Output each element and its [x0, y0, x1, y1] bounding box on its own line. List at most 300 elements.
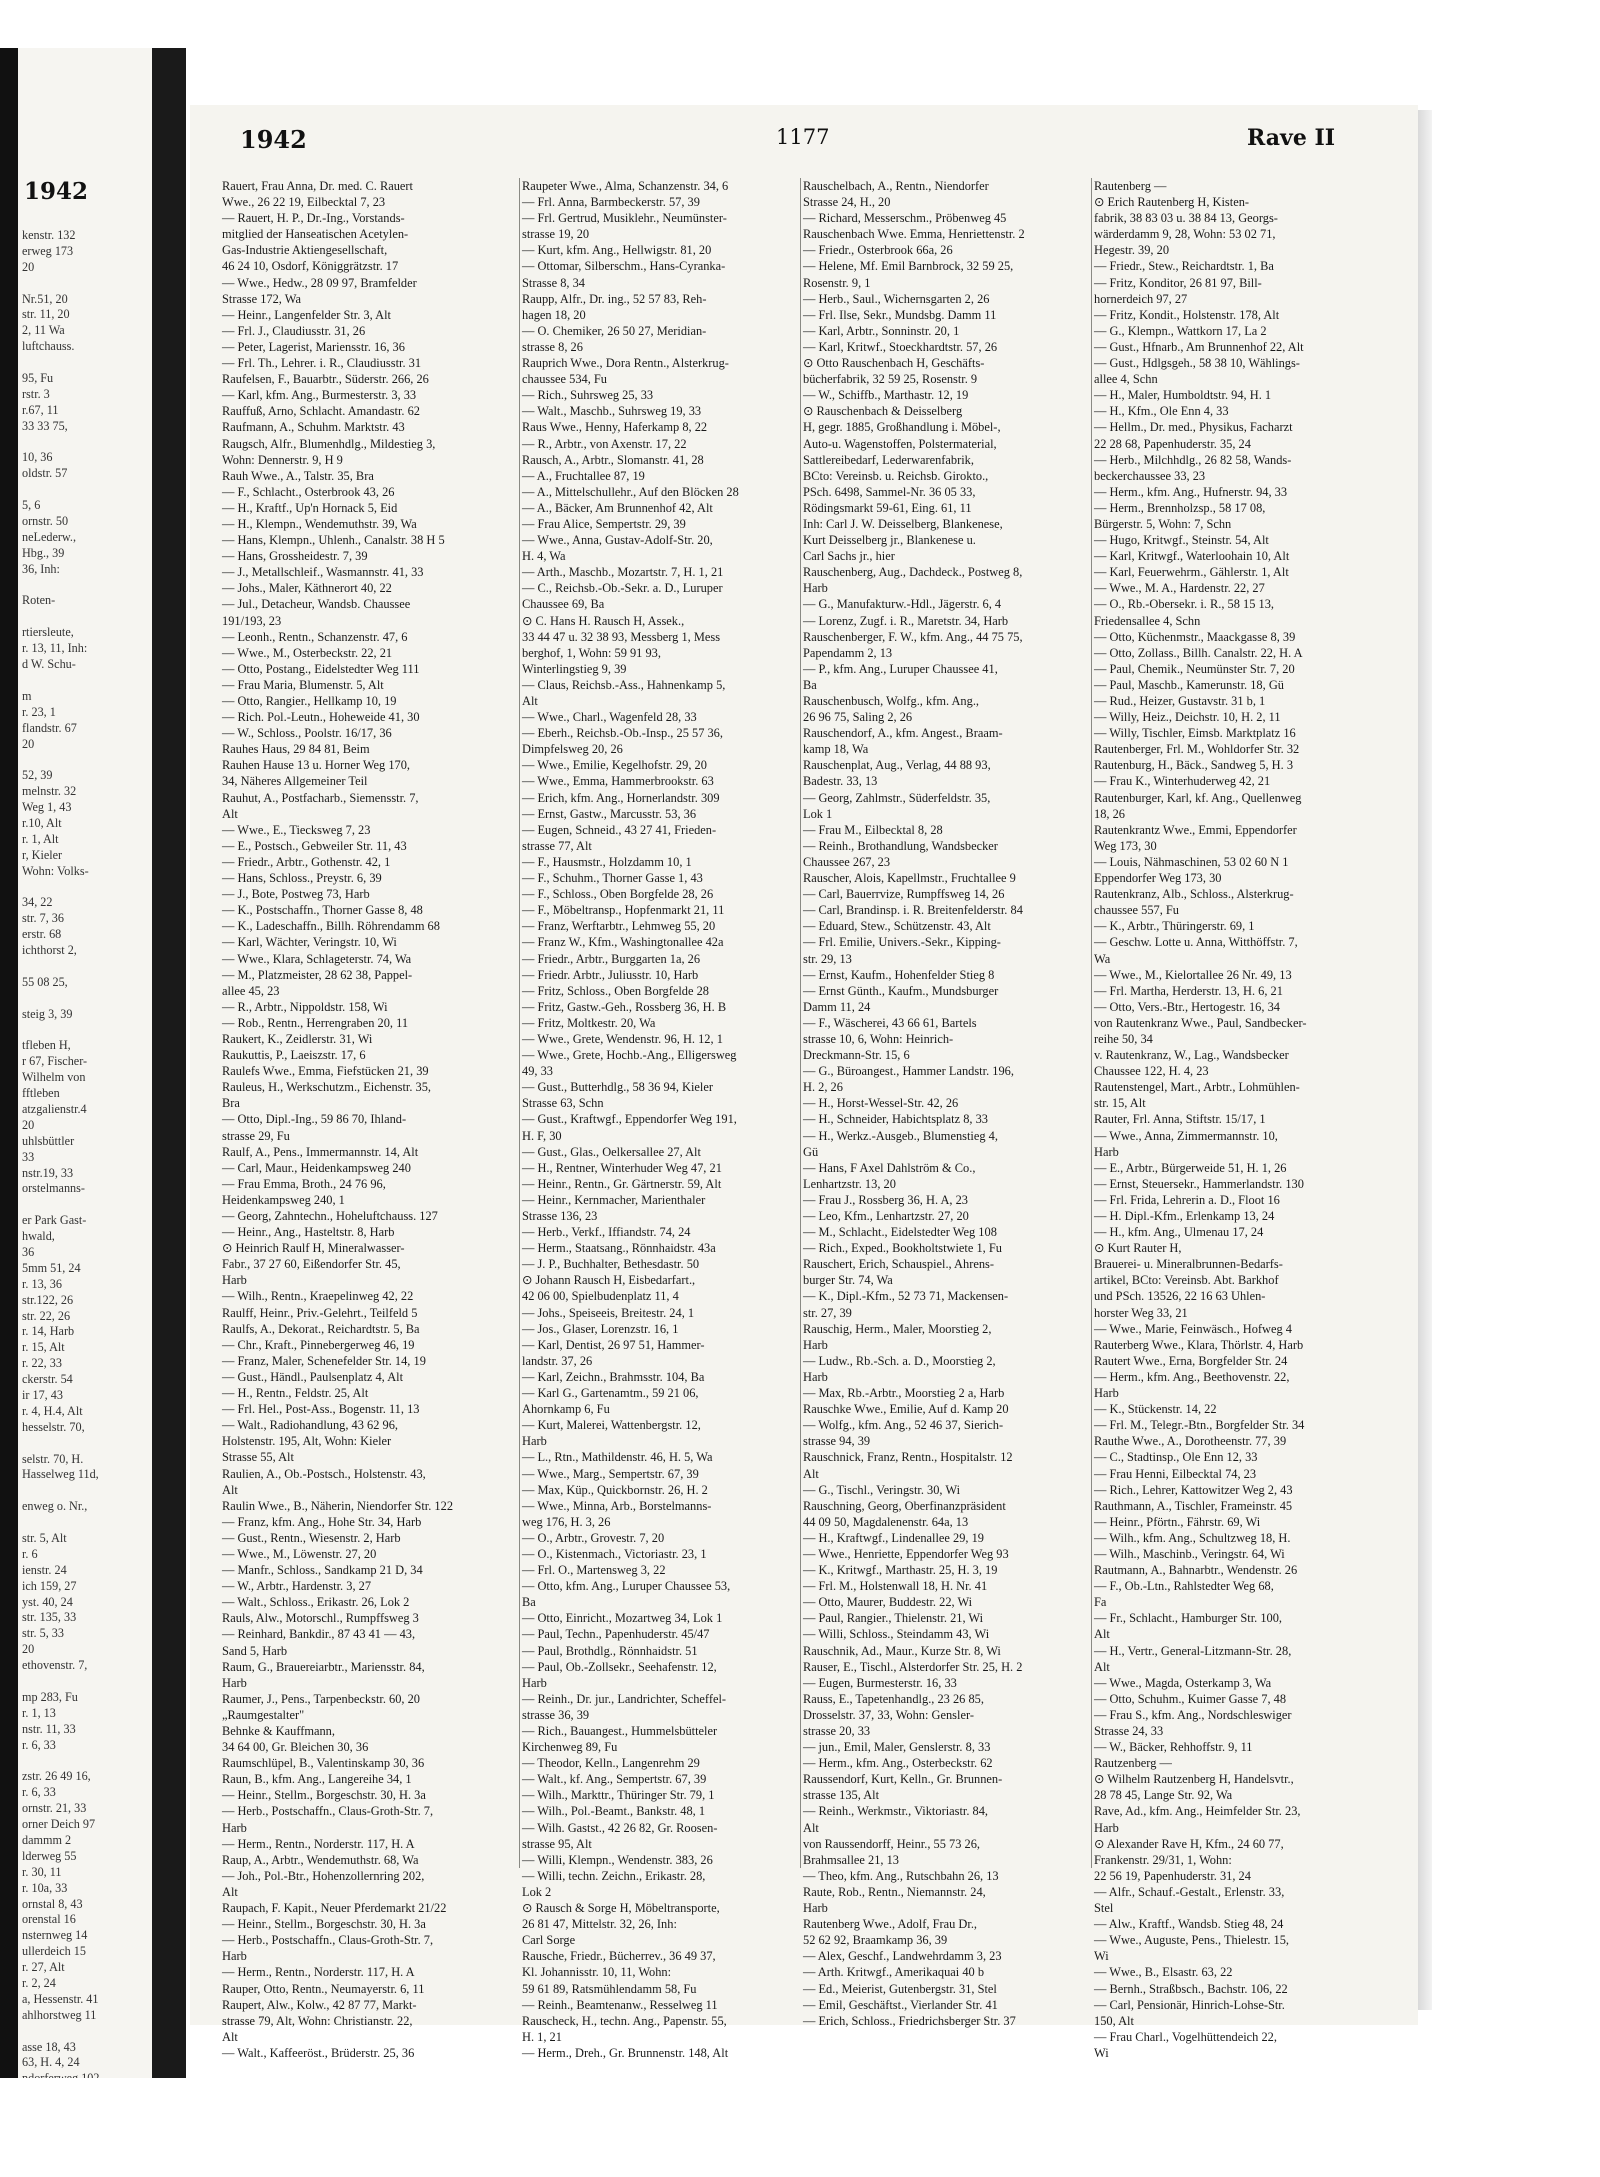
previous-page-line: ahlhorstweg 11: [22, 2007, 97, 2022]
directory-entry-line: — Chr., Kraft., Pinnebergerweg 46, 19: [222, 1337, 415, 1352]
directory-entry-line: — Leonh., Rentn., Schanzenstr. 47, 6: [222, 629, 408, 644]
directory-entry-line: — Heinr., Stellm., Borgeschstr. 30, H. 3a: [222, 1917, 426, 1932]
previous-page-line: steig 3, 39: [22, 1006, 73, 1021]
previous-page-line: ckerstr. 54: [22, 1372, 73, 1387]
directory-entry-line: Rauhes Haus, 29 84 81, Beim: [222, 742, 370, 757]
directory-entry-line: — Herm., Dreh., Gr. Brunnenstr. 148, Alt: [522, 2045, 729, 2060]
previous-page-line: 2, 11 Wa: [22, 323, 65, 338]
directory-entry-line: — Fritz, Kondit., Holstenstr. 178, Alt: [1094, 307, 1280, 322]
directory-entry-line: Raukuttis, P., Laeiszstr. 17, 6: [222, 1048, 366, 1063]
directory-entry-line: — Gust., Händl., Paulsenplatz 4, Alt: [222, 1369, 404, 1384]
previous-page-line: orenstal 16: [22, 1912, 76, 1927]
directory-entry-line: — Bernh., Straßbsch., Bachstr. 106, 22: [1094, 1981, 1288, 1996]
directory-entry-line: — Paul, Maschb., Kamerunstr. 18, Gü: [1094, 677, 1284, 692]
directory-entry-line: Rave, Ad., kfm. Ang., Heimfelder Str. 23,: [1094, 1804, 1301, 1819]
directory-entry-line: Brahmsallee 21, 13: [803, 1852, 900, 1867]
previous-page-line: luftchauss.: [22, 339, 75, 354]
directory-entry-line: — Gust., Butterhdlg., 58 36 94, Kieler: [522, 1080, 714, 1095]
directory-entry-line: 52 62 92, Braamkamp 36, 39: [803, 1933, 948, 1948]
directory-entry-line: — Eduard, Stew., Schützenstr. 43, Alt: [803, 919, 991, 934]
directory-entry-line: Holstenstr. 195, Alt, Wohn: Kieler: [222, 1434, 392, 1449]
directory-entry-line: reihe 50, 34: [1094, 1031, 1153, 1046]
directory-entry-line: — Frl. Martha, Herderstr. 13, H. 6, 21: [1094, 983, 1283, 998]
directory-entry-line: Rausch, A., Arbtr., Slomanstr. 41, 28: [522, 452, 704, 467]
previous-page-line: 34, 22: [22, 895, 53, 910]
directory-entry-line: — W., Bäcker, Rehhoffstr. 9, 11: [1094, 1740, 1253, 1755]
directory-entry-line: Lok 1: [803, 806, 833, 821]
directory-entry-line: — F., Schlacht., Osterbrook 43, 26: [222, 484, 395, 499]
directory-entry-line: — J., Bote, Postweg 73, Harb: [222, 887, 370, 902]
directory-entry-line: Alt: [1094, 1659, 1110, 1674]
directory-entry-line: allee 4, Schn: [1094, 372, 1158, 387]
scan-left-border: [0, 48, 18, 2078]
directory-entry-line: Alt: [803, 1466, 819, 1481]
directory-entry-line: — Rich., Bauangest., Hummelsbütteler: [522, 1724, 718, 1738]
directory-entry-line: — Karl G., Gartenamtm., 59 21 06,: [522, 1386, 699, 1401]
directory-entry-line: — Otto, Schuhm., Kuimer Gasse 7, 48: [1094, 1691, 1287, 1706]
directory-entry-line: 59 61 89, Ratsmühlendamm 58, Fu: [522, 1981, 697, 1996]
directory-entry-line: — jun., Emil, Maler, Genslerstr. 8, 33: [803, 1740, 991, 1755]
previous-page-line: r.67, 11: [22, 402, 59, 417]
previous-page-line: [22, 880, 150, 896]
directory-entry-line: Rautenburg, H., Bäck., Sandweg 5, H. 3: [1094, 758, 1294, 773]
directory-entry-line: — M., Schlacht., Eidelstedter Weg 108: [803, 1225, 997, 1240]
directory-entry-line: — Fr., Schlacht., Hamburger Str. 100,: [1094, 1611, 1283, 1626]
directory-entry-line: — Friedr., Stew., Reichardtstr. 1, Ba: [1094, 259, 1274, 274]
directory-entry-line: 34 64 00, Gr. Bleichen 30, 36: [222, 1740, 369, 1755]
directory-entry-line: — Reinh., Brothandlung, Wandsbecker: [803, 838, 998, 853]
directory-entry-line: — Wwe., B., Elsastr. 63, 22: [1094, 1965, 1233, 1980]
directory-entry-line: Raus Wwe., Henny, Haferkamp 8, 22: [522, 420, 708, 435]
directory-entry-line: — Frau Alice, Sempertstr. 29, 39: [522, 516, 686, 531]
previous-page-line: [22, 991, 150, 1007]
directory-entry-line: — Heinr., Langenfelder Str. 3, Alt: [222, 307, 391, 322]
directory-entry-line: fabrik, 38 83 03 u. 38 84 13, Georgs-: [1094, 211, 1278, 226]
directory-entry-line: — Otto, Zollass., Billh. Canalstr. 22, H. A: [1094, 645, 1303, 660]
directory-entry-line: — Carl, Brandinsp. i. R. Breitenfelderstr. 84: [803, 903, 1023, 918]
directory-entry-line: — Ernst Günth., Kaufm., Mundsburger: [803, 983, 999, 998]
directory-entry-line: strasse 19, 20: [522, 227, 590, 242]
directory-entry-line: — Joh., Pol.-Btr., Hohenzollernring 202,: [222, 1868, 425, 1883]
directory-entry-line: Rautmann, A., Bahnarbtr., Wendenstr. 26: [1094, 1563, 1298, 1578]
directory-entry-line: — Otto, Dipl.-Ing., 59 86 70, Ihland-: [222, 1112, 407, 1127]
directory-entry-line: — H., Klempn., Wendemuthstr. 39, Wa: [222, 516, 417, 531]
previous-page-edge: [0, 48, 152, 2078]
directory-entry-line: 22 56 19, Papenhuderstr. 31, 24: [1094, 1868, 1251, 1883]
directory-entry-line: str. 27, 39: [803, 1305, 852, 1320]
directory-entry-line: — Paul, Rangier., Thielenstr. 21, Wi: [803, 1611, 984, 1626]
directory-entry-line: — Carl, Bauerrvize, Rumpffsweg 14, 26: [803, 887, 1005, 902]
directory-entry-line: Rautert Wwe., Erna, Borgfelder Str. 24: [1094, 1353, 1288, 1368]
previous-page-line: str. 11, 20: [22, 307, 70, 322]
directory-entry-line: Lenhartzstr. 13, 20: [803, 1176, 896, 1191]
directory-entry-line: — Wwe., M., Löwenstr. 27, 20: [222, 1546, 377, 1561]
previous-page-line: m: [22, 688, 32, 703]
previous-page-line: [22, 959, 150, 975]
directory-entry-line: strasse 94, 39: [803, 1434, 871, 1449]
directory-entry-line: Kirchenweg 89, Fu: [522, 1740, 618, 1755]
directory-entry-line: — Wilh., Pol.-Beamt., Bankstr. 48, 1: [522, 1804, 706, 1819]
directory-entry-line: Rauterberg Wwe., Klara, Thörlstr. 4, Harb: [1094, 1337, 1304, 1352]
directory-entry-line: — Reinh., Dr. jur., Landrichter, Scheffel-: [522, 1691, 727, 1706]
directory-entry-line: — Paul, Chemik., Neumünster Str. 7, 20: [1094, 661, 1295, 676]
directory-entry-line: — Geschw. Lotte u. Anna, Witthöffstr. 7,: [1094, 935, 1298, 950]
directory-entry-line: Gü: [803, 1144, 819, 1159]
page-gutter: [152, 48, 186, 2078]
directory-entry-line: — Wolfg., kfm. Ang., 52 46 37, Sierich-: [803, 1418, 1004, 1433]
previous-page-line: lderweg 55: [22, 1848, 77, 1863]
directory-entry-line: ⊙ Kurt Rauter H,: [1094, 1241, 1182, 1256]
directory-entry-line: — Friedr., Arbtr., Gothenstr. 42, 1: [222, 854, 391, 869]
previous-page-line: r. 1, Alt: [22, 831, 59, 846]
previous-page-line: neLederw.,: [22, 529, 77, 544]
directory-entry-line: Harb: [803, 1369, 828, 1384]
directory-entry-line: — Wwe., Charl., Wagenfeld 28, 33: [522, 710, 697, 725]
page-number: 1177: [776, 125, 830, 149]
directory-entry-line: — Frau Charl., Vogelhüttendeich 22,: [1094, 2029, 1277, 2044]
previous-page-line: r. 27, Alt: [22, 1960, 65, 1975]
directory-entry-line: kamp 18, Wa: [803, 742, 869, 757]
directory-entry-line: Damm 11, 24: [803, 999, 871, 1014]
previous-page-line: 95, Fu: [22, 371, 54, 386]
directory-entry-line: — Wwe., M., Osterbeckstr. 22, 21: [222, 645, 393, 660]
directory-entry-line: Ba: [522, 1595, 536, 1610]
scan-bottom-border: [0, 2078, 1600, 2177]
directory-entry-line: Auto-u. Wagenstoffen, Polstermaterial,: [803, 436, 997, 451]
directory-entry-line: — G., Büroangest., Hammer Landstr. 196,: [803, 1064, 1014, 1079]
directory-entry-line: strasse 8, 26: [522, 339, 583, 354]
directory-entry-line: Rauhen Hause 13 u. Horner Weg 170,: [222, 758, 411, 773]
directory-entry-line: Raufmann, A., Schuhm. Marktstr. 43: [222, 420, 405, 435]
directory-entry-line: Raussendorf, Kurt, Kelln., Gr. Brunnen-: [803, 1772, 1003, 1787]
directory-entry-line: — Karl, Arbtr., Sonninstr. 20, 1: [803, 323, 960, 338]
previous-page-line: r. 2, 24: [22, 1975, 56, 1990]
directory-entry-line: v. Rautenkranz, W., Lag., Wandsbecker: [1094, 1048, 1289, 1063]
directory-entry-line: — R., Arbtr., von Axenstr. 17, 22: [522, 436, 687, 451]
directory-entry-line: — Frau M., Eilbecktal 8, 28: [803, 822, 943, 837]
previous-page-line: r.10, Alt: [22, 815, 62, 830]
previous-page-line: 33: [22, 1149, 35, 1164]
directory-entry-line: Rauschig, Herm., Maler, Moorstieg 2,: [803, 1321, 992, 1336]
directory-entry-line: — Wwe., E., Tiecksweg 7, 23: [222, 822, 371, 837]
previous-page-line: selstr. 70, H.: [22, 1451, 84, 1466]
column-rule: [519, 178, 520, 1868]
previous-page-line: asse 18, 43: [22, 2039, 76, 2054]
previous-page-line: uhlsbüttler: [22, 1133, 75, 1148]
directory-entry-line: von Raussendorff, Heinr., 55 73 26,: [803, 1836, 981, 1851]
directory-entry-line: — Wwe., Anna, Gustav-Adolf-Str. 20,: [522, 533, 713, 548]
directory-entry-line: — Wwe., M. A., Hardenstr. 22, 27: [1094, 581, 1265, 596]
previous-page-line: [22, 1197, 150, 1213]
directory-entry-line: Wa: [1094, 951, 1111, 966]
directory-entry-line: Wi: [1094, 1949, 1109, 1964]
directory-entry-line: Harb: [222, 1675, 247, 1690]
previous-page-line: Roten-: [22, 593, 56, 608]
directory-entry-line: — Hans, Klempn., Uhlenh., Canalstr. 38 H 5: [222, 533, 445, 548]
directory-entry-line: — Karl, Kritwf., Stoeckhardtstr. 57, 26: [803, 339, 998, 354]
directory-entry-line: — Max, Küp., Quickbornstr. 26, H. 2: [522, 1482, 708, 1497]
directory-entry-line: — Theodor, Kelln., Langenrehm 29: [522, 1756, 700, 1771]
directory-entry-line: Rauprich Wwe., Dora Rentn., Alsterkrug-: [522, 356, 729, 371]
directory-column-4: [1094, 178, 1391, 2060]
directory-entry-line: — Gust., Hdlgsgeh., 58 38 10, Wählings-: [1094, 356, 1300, 371]
directory-entry-line: — Carl, Maur., Heidenkampsweg 240: [222, 1160, 411, 1175]
directory-entry-line: — Heinr., Stellm., Borgeschstr. 30, H. 3a: [222, 1788, 426, 1803]
directory-entry-line: — Ludw., Rb.-Sch. a. D., Moorstieg 2,: [803, 1353, 996, 1368]
directory-entry-line: Harb: [1094, 1144, 1119, 1159]
directory-entry-line: Raulfs, A., Dekorat., Reichardtstr. 5, Ba: [222, 1321, 420, 1336]
directory-entry-line: — Karl, Wächter, Veringstr. 10, Wi: [222, 935, 397, 950]
previous-page-line: r. 1, 13: [22, 1705, 56, 1720]
directory-entry-line: chaussee 557, Fu: [1094, 903, 1179, 918]
directory-entry-line: — Wwe., Auguste, Pens., Thielestr. 15,: [1094, 1933, 1290, 1948]
directory-entry-line: Harb: [222, 1820, 247, 1835]
directory-entry-line: Harb: [803, 1901, 828, 1916]
previous-page-line: a, Hessenstr. 41: [22, 1991, 99, 2006]
directory-entry-line: — P., kfm. Ang., Luruper Chaussee 41,: [803, 661, 998, 676]
directory-entry-line: — A., Fruchtallee 87, 19: [522, 468, 645, 483]
directory-entry-line: Harb: [803, 581, 828, 596]
previous-page-line: r. 30, 11: [22, 1864, 62, 1879]
directory-entry-line: Rauschert, Erich, Schauspiel., Ahrens-: [803, 1257, 994, 1272]
previous-page-line: r. 23, 1: [22, 704, 56, 719]
directory-entry-line: H. 4, Wa: [522, 549, 566, 564]
directory-entry-line: — Fritz, Moltkestr. 20, Wa: [522, 1015, 656, 1030]
directory-entry-line: Winterlingstieg 9, 39: [522, 661, 627, 676]
directory-entry-line: Raulien, A., Ob.-Postsch., Holstenstr. 43,: [222, 1466, 426, 1481]
directory-entry-line: — M., Platzmeister, 28 62 38, Pappel-: [222, 967, 413, 982]
directory-entry-line: Rauert, Frau Anna, Dr. med. C. Rauert: [222, 179, 413, 193]
directory-entry-line: — G., Manufakturw.-Hdl., Jägerstr. 6, 4: [803, 597, 1002, 612]
directory-entry-line: allee 45, 23: [222, 983, 280, 998]
directory-entry-line: — Hans, F Axel Dahlström & Co.,: [803, 1160, 976, 1175]
directory-entry-line: — Wilh., kfm. Ang., Schultzweg 18, H.: [1094, 1530, 1291, 1545]
directory-entry-line: — H. Dipl.-Kfm., Erlenkamp 13, 24: [1094, 1209, 1275, 1223]
directory-entry-line: — W., Schiffb., Marthastr. 12, 19: [803, 388, 969, 403]
directory-entry-line: Fa: [1094, 1595, 1107, 1610]
directory-entry-line: Rauls, Alw., Motorschl., Rumpffsweg 3: [222, 1611, 419, 1626]
previous-page-line: atzgalienstr.4: [22, 1101, 87, 1116]
directory-entry-line: — Claus, Reichsb.-Ass., Hahnenkamp 5,: [522, 677, 726, 692]
directory-entry-line: Rauschenberger, F. W., kfm. Ang., 44 75 75,: [803, 629, 1023, 644]
directory-entry-line: Rauschke Wwe., Emilie, Auf d. Kamp 20: [803, 1402, 1009, 1417]
previous-page-line: 52, 39: [22, 768, 53, 783]
directory-entry-line: Harb: [222, 1949, 247, 1964]
previous-page-line: ienstr. 24: [22, 1562, 67, 1577]
directory-entry-line: 26 81 47, Mittelstr. 32, 26, Inh:: [522, 1917, 677, 1932]
directory-entry-line: Strasse 24, H., 20: [803, 195, 891, 210]
directory-entry-line: — C., Reichsb.-Ob.-Sekr. a. D., Luruper: [522, 581, 723, 596]
directory-entry-line: — Fritz, Konditor, 26 81 97, Bill-: [1094, 275, 1262, 290]
directory-entry-line: Kl. Johannisstr. 10, 11, Wohn:: [522, 1965, 672, 1980]
directory-entry-line: Lok 2: [522, 1884, 552, 1899]
directory-entry-line: Rautenberger, Frl. M., Wohldorfer Str. 32: [1094, 742, 1300, 757]
directory-entry-line: Fabr., 37 27 60, Eißendorfer Str. 45,: [222, 1257, 401, 1272]
directory-entry-line: Strasse 172, Wa: [222, 291, 301, 306]
directory-entry-line: Strasse 24, 33: [1094, 1724, 1164, 1738]
directory-entry-line: — Wwe., Marg., Sempertstr. 67, 39: [522, 1466, 699, 1481]
directory-entry-line: Rautenburger, Karl, kf. Ang., Quellenweg: [1094, 790, 1302, 805]
directory-column-1: [222, 178, 518, 2060]
directory-entry-line: Harb: [222, 1273, 247, 1288]
directory-entry-line: — K., Dipl.-Kfm., 52 73 71, Mackensen-: [803, 1289, 1009, 1304]
previous-page-line: orner Deich 97: [22, 1817, 96, 1832]
directory-entry-line: — F., Schuhm., Thorner Gasse 1, 43: [522, 871, 703, 886]
directory-entry-line: — Herb., Saul., Wichernsgarten 2, 26: [803, 291, 990, 306]
previous-page-year: 1942: [24, 178, 89, 205]
directory-entry-line: — Alw., Kraftf., Wandsb. Stieg 48, 24: [1094, 1917, 1284, 1932]
directory-entry-line: — Herb., Milchhdlg., 26 82 58, Wands-: [1094, 452, 1292, 467]
directory-entry-line: Harb: [803, 1337, 828, 1352]
directory-entry-line: Eppendorfer Weg 173, 30: [1094, 871, 1222, 886]
directory-entry-line: „Raumgestalter": [222, 1707, 305, 1722]
previous-page-line: ir 17, 43: [22, 1388, 63, 1403]
previous-page-line: yst. 40, 24: [22, 1594, 73, 1609]
directory-entry-line: — Eberh., Reichsb.-Ob.-Insp., 25 57 36,: [522, 726, 723, 741]
directory-entry-line: — F., Schloss., Oben Borgfelde 28, 26: [522, 887, 714, 902]
previous-page-line: 5mm 51, 24: [22, 1260, 81, 1275]
previous-page-line: ornstr. 50: [22, 514, 69, 529]
directory-entry-line: — Franz, kfm. Ang., Hohe Str. 34, Harb: [222, 1514, 422, 1529]
directory-entry-line: — Jul., Detacheur, Wandsb. Chaussee: [222, 597, 411, 612]
directory-entry-line: — Walt., Radiohandlung, 43 62 96,: [222, 1418, 399, 1433]
directory-entry-line: — H., Vertr., General-Litzmann-Str. 28,: [1094, 1643, 1292, 1658]
directory-entry-line: — Herb., Postschaffn., Claus-Groth-Str. 7,: [222, 1804, 434, 1819]
previous-page-line: [22, 276, 150, 292]
directory-entry-line: horster Weg 33, 21: [1094, 1305, 1188, 1320]
directory-entry-line: — K., Arbtr., Thüringerstr. 69, 1: [1094, 919, 1255, 934]
previous-page-line: [22, 673, 150, 689]
column-rule: [800, 178, 801, 1868]
directory-entry-line: — Walt., Schloss., Erikastr. 26, Lok 2: [222, 1595, 410, 1610]
directory-entry-line: Rauh Wwe., A., Talstr. 35, Bra: [222, 468, 374, 483]
directory-entry-line: Sand 5, Harb: [222, 1643, 288, 1658]
previous-page-line: r. 22, 33: [22, 1356, 62, 1371]
previous-page-line: 55 08 25,: [22, 974, 68, 989]
directory-entry-line: — J., Metallschleif., Wasmannstr. 41, 33: [222, 565, 424, 580]
directory-entry-line: Rauthe Wwe., A., Dorotheenstr. 77, 39: [1094, 1434, 1287, 1449]
directory-entry-line: ⊙ C. Hans H. Rausch H, Assek.,: [522, 613, 685, 628]
directory-entry-line: Wohn: Dennerstr. 9, H 9: [222, 452, 343, 467]
directory-entry-line: Chaussee 122, H. 4, 23: [1094, 1064, 1209, 1079]
directory-entry-line: — Rauert, H. P., Dr.-Ing., Vorstands-: [222, 211, 405, 226]
directory-entry-line: berghof, 1, Wohn: 59 91 93,: [522, 645, 661, 660]
directory-entry-line: Raulefs Wwe., Emma, Fiefstücken 21, 39: [222, 1064, 429, 1079]
directory-entry-line: Raukert, K., Zeidlerstr. 31, Wi: [222, 1031, 373, 1046]
directory-entry-line: — Franz W., Kfm., Washingtonallee 42a: [522, 935, 724, 950]
directory-entry-line: beckerchaussee 33, 23: [1094, 468, 1206, 483]
directory-entry-line: — Otto, Maurer, Buddestr. 22, Wi: [803, 1595, 973, 1610]
directory-entry-line: Alt: [522, 694, 538, 708]
previous-page-line: fftleben: [22, 1086, 60, 1101]
directory-entry-line: — Rich. Pol.-Leutn., Hoheweide 41, 30: [222, 710, 420, 725]
directory-entry-line: ⊙ Rauschenbach & Deisselberg: [803, 404, 963, 419]
directory-entry-line: Alt: [222, 1884, 238, 1899]
directory-entry-line: — Wwe., Magda, Osterkamp 3, Wa: [1094, 1675, 1272, 1690]
directory-entry-line: — Walt., Maschb., Suhrsweg 19, 33: [522, 404, 702, 419]
directory-entry-line: — Helene, Mf. Emil Barnbrock, 32 59 25,: [803, 259, 1014, 274]
directory-entry-line: — Arth., Maschb., Mozartstr. 7, H. 1, 21: [522, 565, 724, 580]
directory-entry-line: Brauerei- u. Mineralbrunnen-Bedarfs-: [1094, 1257, 1283, 1272]
directory-entry-line: — O. Chemiker, 26 50 27, Meridian-: [522, 323, 707, 338]
directory-entry-line: — Otto, Vers.-Btr., Hertogestr. 16, 34: [1094, 999, 1280, 1014]
directory-entry-line: 28 78 45, Lange Str. 92, Wa: [1094, 1788, 1233, 1803]
directory-entry-line: strasse 10, 6, Wohn: Heinrich-: [803, 1031, 954, 1046]
directory-entry-line: — Carl, Pensionär, Hinrich-Lohse-Str.: [1094, 1997, 1285, 2012]
directory-entry-line: Rödingsmarkt 59-61, Eing. 61, 11: [803, 500, 972, 515]
directory-entry-line: — Hellm., Dr. med., Physikus, Facharzt: [1094, 420, 1293, 435]
directory-entry-line: — Wwe., Hedw., 28 09 97, Bramfelder: [222, 275, 417, 290]
directory-entry-line: Frankenstr. 29/31, 1, Wohn:: [1094, 1852, 1232, 1867]
directory-entry-line: — Heinr., Pförtn., Fährstr. 69, Wi: [1094, 1514, 1261, 1529]
directory-entry-line: — Herb., Postschaffn., Claus-Groth-Str. 7,: [222, 1933, 434, 1948]
directory-entry-line: 191/193, 23: [222, 613, 282, 628]
directory-entry-line: hagen 18, 20: [522, 307, 586, 322]
directory-entry-line: Strasse 136, 23: [522, 1209, 598, 1223]
previous-page-line: dammm 2: [22, 1832, 72, 1847]
directory-entry-line: — Frau S., kfm. Ang., Nordschleswiger: [1094, 1707, 1292, 1722]
directory-entry-line: — Frau Maria, Blumenstr. 5, Alt: [222, 677, 384, 692]
directory-entry-line: — Wilh., Rentn., Kraepelinweg 42, 22: [222, 1289, 414, 1304]
previous-page-line: 33 33 75,: [22, 418, 68, 433]
directory-entry-line: Dimpfelsweg 20, 26: [522, 742, 623, 757]
directory-entry-line: — Jos., Glaser, Lorenzstr. 16, 1: [522, 1321, 679, 1336]
directory-entry-line: — Hans, Schloss., Preystr. 6, 39: [222, 871, 382, 886]
directory-entry-line: — Willy, Heiz., Deichstr. 10, H. 2, 11: [1094, 710, 1281, 725]
directory-entry-line: — H., Maler, Humboldtstr. 94, H. 1: [1094, 388, 1272, 403]
directory-entry-line: Raumschlüpel, B., Valentinskamp 30, 36: [222, 1756, 425, 1771]
directory-entry-line: mitglied der Hanseatischen Acetylen-: [222, 227, 409, 242]
directory-entry-line: 26 96 75, Saling 2, 26: [803, 710, 913, 725]
directory-entry-line: — Erich, Schloss., Friedrichsberger Str. 37: [803, 2013, 1016, 2028]
directory-entry-line: — Ed., Meierist, Gutenbergstr. 31, Stel: [803, 1981, 997, 1996]
directory-entry-line: — Paul, Ob.-Zollsekr., Seehafenstr. 12,: [522, 1659, 717, 1674]
directory-entry-line: — Ottomar, Silberschm., Hans-Cyranka-: [522, 259, 726, 274]
directory-entry-line: Rauschendorf, A., kfm. Angest., Braam-: [803, 726, 1003, 741]
directory-entry-line: — F., Ob.-Ltn., Rahlstedter Weg 68,: [1094, 1579, 1274, 1594]
directory-entry-line: Rauschenbusch, Wolfg., kfm. Ang.,: [803, 694, 980, 708]
directory-entry-line: — Paul, Brothdlg., Rönnhaidstr. 51: [522, 1643, 698, 1658]
directory-entry-line: Wwe., 26 22 19, Eilbecktal 7, 23: [222, 195, 386, 210]
previous-page-line: 20: [22, 1117, 35, 1132]
directory-entry-line: Raufelsen, F., Bauarbtr., Süderstr. 266, 26: [222, 372, 429, 387]
directory-entry-line: ⊙ Heinrich Raulf H, Mineralwasser-: [222, 1241, 405, 1256]
directory-entry-line: Rausche, Friedr., Bücherrev., 36 49 37,: [522, 1949, 716, 1964]
previous-page-line: nstr.19, 33: [22, 1165, 74, 1180]
directory-entry-line: — Otto, Rangier., Hellkamp 10, 19: [222, 694, 397, 708]
directory-entry-line: — Johs., Speiseeis, Breitestr. 24, 1: [522, 1305, 695, 1320]
directory-entry-line: — H., kfm. Ang., Ulmenau 17, 24: [1094, 1225, 1264, 1240]
directory-entry-line: Ahornkamp 6, Fu: [522, 1402, 610, 1417]
previous-page-line: [22, 2024, 150, 2040]
directory-entry-line: — Paul, Techn., Papenhuderstr. 45/47: [522, 1627, 710, 1642]
directory-entry-line: — Frau Emma, Broth., 24 76 96,: [222, 1176, 386, 1191]
directory-entry-line: — Herm., Rentn., Norderstr. 117, H. A: [222, 1965, 415, 1980]
directory-entry-line: strasse 20, 33: [803, 1724, 871, 1738]
previous-page-line: [22, 1023, 150, 1039]
directory-entry-line: — F., Hausmstr., Holzdamm 10, 1: [522, 854, 692, 869]
previous-page-line: r. 13, 11, Inh:: [22, 641, 88, 656]
previous-page-line: ornstr. 21, 33: [22, 1801, 87, 1816]
directory-entry-line: — Alex, Geschf., Landwehrdamm 3, 23: [803, 1949, 1002, 1964]
directory-entry-line: Rauper, Otto, Rentn., Neumayerstr. 6, 11: [222, 1981, 425, 1996]
directory-entry-line: — Willi, techn. Zeichn., Erikastr. 28,: [522, 1868, 706, 1883]
directory-entry-line: Rauffuß, Arno, Schlacht. Amandastr. 62: [222, 404, 420, 419]
directory-entry-line: Harb: [522, 1675, 547, 1690]
directory-entry-line: — Eugen, Burmesterstr. 16, 33: [803, 1675, 957, 1690]
directory-entry-line: Alt: [222, 806, 238, 821]
directory-entry-line: — Gust., Rentn., Wiesenstr. 2, Harb: [222, 1530, 401, 1545]
